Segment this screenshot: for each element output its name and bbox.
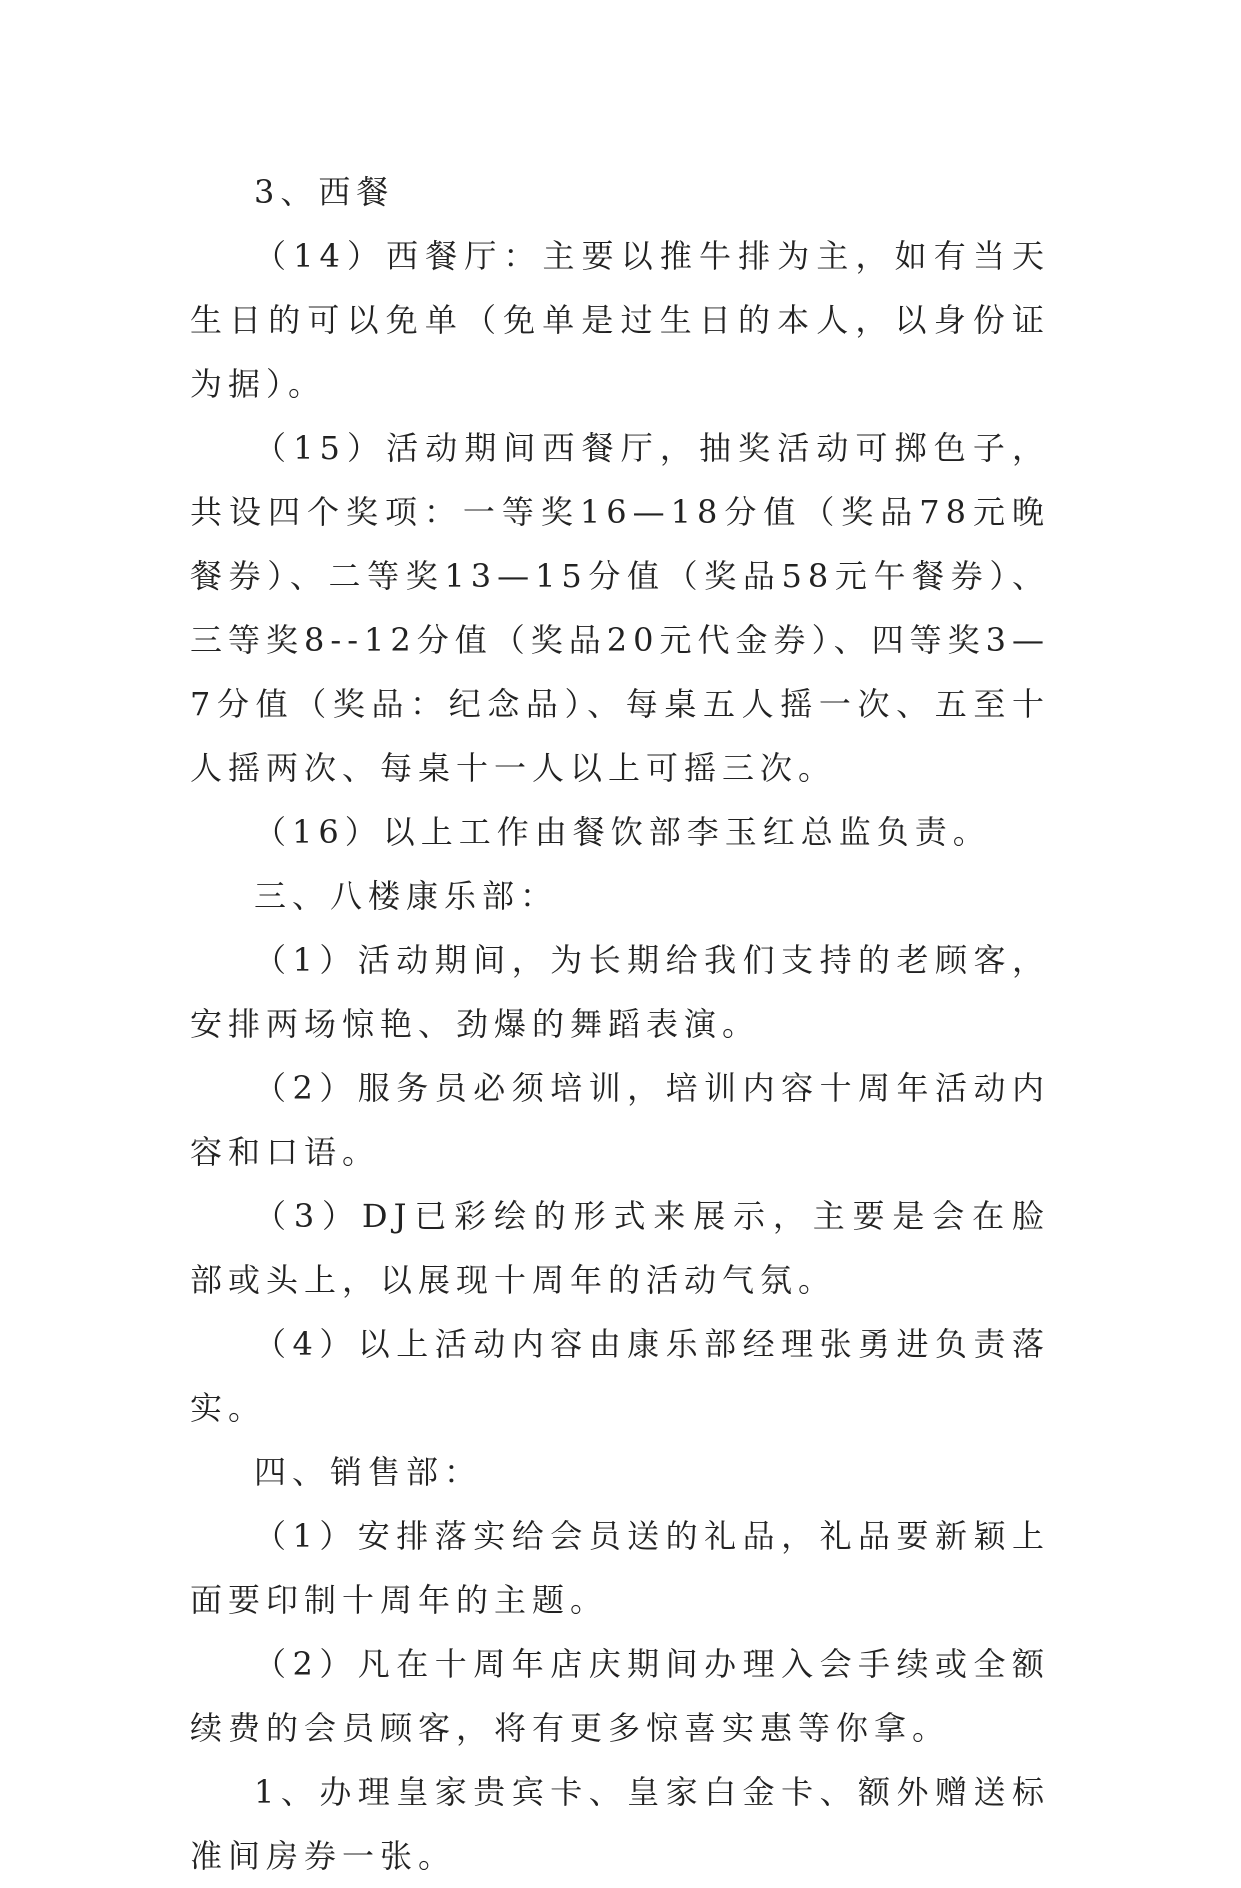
section-heading-western-food: 3、西餐 (254, 173, 395, 211)
paragraph-item-15: （15）活动期间西餐厅，抽奖活动可掷色子，共设四个奖项：一等奖16—18分值（奖品78元晚餐券）、二等奖13—15分值（奖品58元午餐券）、三等奖8--12分值（奖品20元代金券）、四等奖3—7分值（奖品：纪念品）、每桌五人摇一次、五至十人摇两次、每桌十一人以上可摇三次。 (190, 429, 1050, 787)
paragraph-sales-1: （1）安排落实给会员送的礼品，礼品要新颖上面要印制十周年的主题。 (190, 1517, 1050, 1619)
section-heading-recreation-dept: 三、八楼康乐部： (254, 877, 559, 915)
paragraph-recreation-1: （1）活动期间，为长期给我们支持的老顾客，安排两场惊艳、劲爆的舞蹈表演。 (190, 941, 1050, 1043)
document-body (190, 160, 1050, 1888)
paragraph-sales-item-1: 1、办理皇家贵宾卡、皇家白金卡、额外赠送标准间房券一张。 (190, 1773, 1050, 1875)
paragraph-recreation-4: （4）以上活动内容由康乐部经理张勇进负责落实。 (190, 1325, 1050, 1427)
paragraph-recreation-2: （2）服务员必须培训，培训内容十周年活动内容和口语。 (190, 1069, 1050, 1171)
paragraph-recreation-3: （3）DJ已彩绘的形式来展示，主要是会在脸部或头上，以展现十周年的活动气氛。 (190, 1197, 1050, 1299)
paragraph-item-14: （14）西餐厅：主要以推牛排为主，如有当天生日的可以免单（免单是过生日的本人，以身份证为据）。 (190, 237, 1050, 403)
paragraph-item-16: （16）以上工作由餐饮部李玉红总监负责。 (254, 813, 991, 851)
paragraph-sales-2: （2）凡在十周年店庆期间办理入会手续或全额续费的会员顾客，将有更多惊喜实惠等你拿。 (190, 1645, 1050, 1747)
section-heading-sales-dept: 四、销售部： (254, 1453, 483, 1491)
